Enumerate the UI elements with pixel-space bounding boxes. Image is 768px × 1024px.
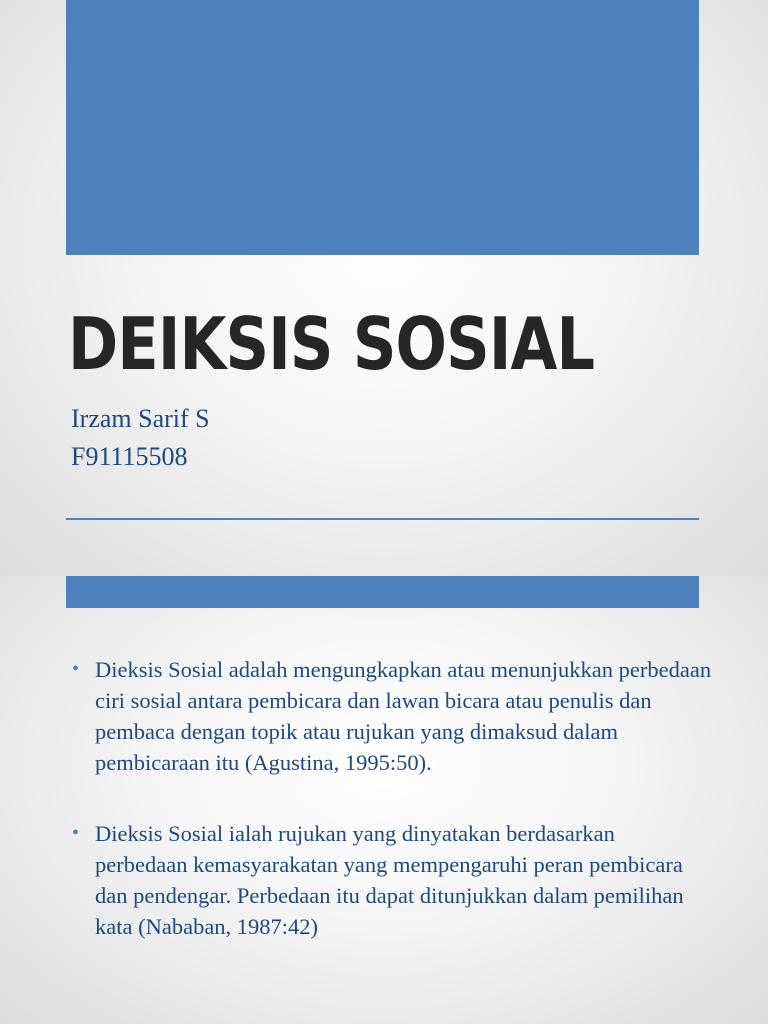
header-color-band (66, 0, 699, 255)
author-id: F91115508 (71, 442, 188, 471)
author-name: Irzam Sarif S (71, 404, 210, 433)
content-slide (0, 576, 768, 1024)
slide-title: DEIKSIS SOSIAL (68, 302, 595, 386)
header-color-band (66, 576, 699, 608)
bullet-list (72, 654, 712, 982)
bullet-item: • Dieksis Sosial adalah mengungkapkan atau menunjukkan perbedaan ciri sosial antara pembicara dan lawan bicara atau penulis dan pembaca dengan topik atau rujukan yang dimaksud dalam pembicaraan itu (Agustina, 1995:50). (72, 654, 712, 778)
slide-subtitle (71, 400, 210, 476)
bullet-item: • Dieksis Sosial ialah rujukan yang dinyatakan berdasarkan perbedaan kemasyarakatan yang mempengaruhi peran pembicara dan pendengar. Perbedaan itu dapat ditunjukkan dalam pemilihan kata (Nababan, 1987:42) (72, 818, 712, 942)
subtitle-divider (66, 518, 699, 520)
